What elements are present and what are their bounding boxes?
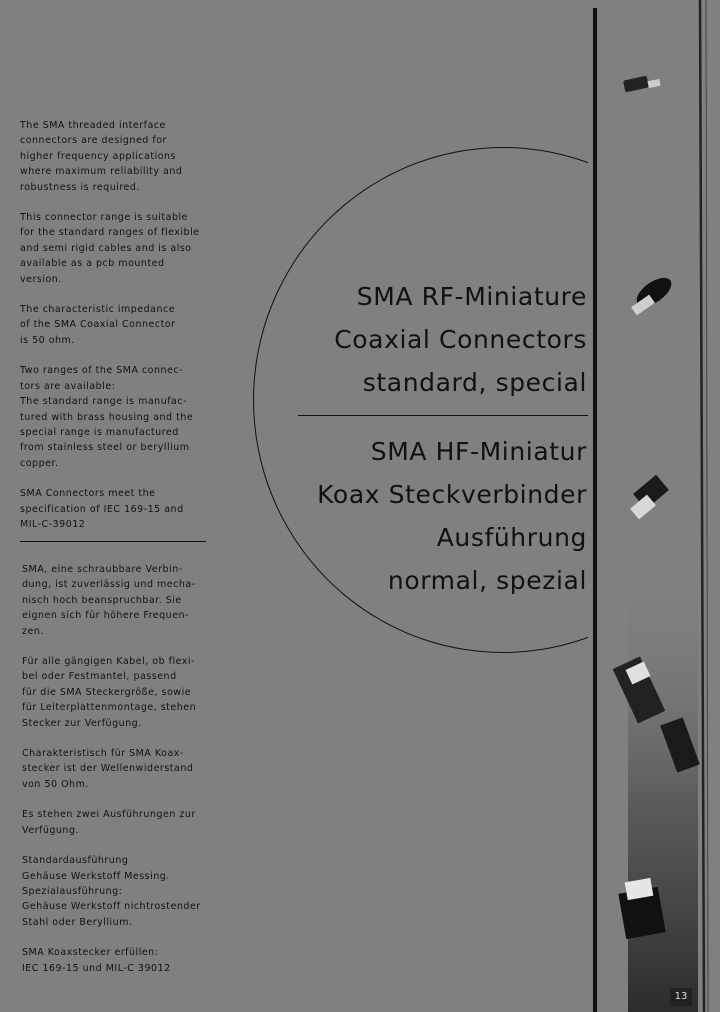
english-text-line: SMA Connectors meet the: [20, 488, 156, 500]
english-text-line: robustness is required.: [20, 181, 140, 193]
english-text-line: The SMA threaded interface: [20, 120, 166, 131]
english-text-line: is 50 ohm.: [20, 334, 75, 346]
german-text-line: eignen sich für höhere Frequen-: [22, 610, 189, 622]
german-text-line: für Leiterplattenmontage, stehen: [22, 702, 197, 714]
german-paragraph: [22, 746, 222, 792]
german-text-line: bel oder Festmantel, passend: [22, 671, 177, 683]
german-text-line: Gehäuse Werkstoff Messing.: [22, 870, 170, 882]
page-number: 13: [670, 988, 692, 1006]
english-text-line: available as a pcb mounted: [20, 258, 165, 270]
german-text-line: dung, ist zuverlässig und mecha-: [22, 579, 196, 591]
english-text-line: connectors are designed for: [20, 135, 167, 147]
german-paragraph: [22, 853, 222, 930]
english-paragraph: [20, 363, 220, 471]
title-en-line: standard, special: [362, 368, 587, 397]
title-de-line: Koax Steckverbinder: [317, 480, 587, 509]
german-text-line: für die SMA Steckergröße, sowie: [22, 686, 192, 698]
german-paragraph: [22, 807, 222, 838]
german-text-line: Charakteristisch für SMA Koax-: [22, 748, 184, 760]
english-text-line: specification of IEC 169-15 and: [20, 503, 184, 515]
german-text-line: Spezialausführung:: [22, 885, 123, 897]
german-text-line: Gehäuse Werkstoff nichtrostender: [22, 901, 201, 913]
english-description: [20, 118, 220, 547]
english-text-line: MIL-C-39012: [20, 518, 86, 530]
english-paragraph: [20, 302, 220, 348]
german-text-line: nisch hoch beanspruchbar. Sie: [22, 594, 182, 606]
german-title: [317, 430, 587, 602]
german-text-line: IEC 169-15 und MIL-C 39012: [22, 962, 171, 974]
title-de-line: Ausführung: [436, 523, 587, 552]
english-paragraph: [20, 210, 220, 287]
german-text-line: Es stehen zwei Ausführungen zur: [22, 809, 196, 821]
german-text-line: Verfügung.: [22, 824, 79, 836]
german-text-line: SMA, eine schraubbare Verbin-: [22, 564, 183, 575]
title-de-line: SMA HF-Miniatur: [370, 437, 587, 466]
english-text-line: The characteristic impedance: [20, 304, 176, 316]
english-text-line: from stainless steel or beryllium: [20, 442, 190, 454]
english-text-line: tured with brass housing and the: [20, 411, 194, 423]
english-text-line: This connector range is suitable: [20, 212, 188, 224]
english-title: [334, 275, 587, 404]
english-text-line: for the standard ranges of flexible: [20, 227, 200, 239]
german-text-line: von 50 Ohm.: [22, 778, 89, 790]
english-paragraph: [20, 118, 220, 195]
german-text-line: Stecker zur Verfügung.: [22, 717, 142, 729]
english-text-line: where maximum reliability and: [20, 166, 183, 178]
column-divider: [20, 541, 206, 542]
german-text-line: stecker ist der Wellenwiderstand: [22, 763, 194, 775]
german-paragraph: [22, 945, 222, 976]
english-text-line: version.: [20, 273, 62, 285]
title-de-line: normal, spezial: [387, 566, 587, 595]
english-text-line: copper.: [20, 457, 59, 469]
german-paragraph: [22, 654, 222, 731]
german-description: [22, 562, 222, 991]
german-text-line: Stahl oder Beryllium.: [22, 916, 133, 928]
english-text-line: and semi rigid cables and is also: [20, 242, 192, 254]
german-paragraph: [22, 562, 222, 639]
german-text-line: zen.: [22, 625, 44, 637]
english-text-line: The standard range is manufac-: [20, 396, 188, 408]
german-text-line: Standardausführung: [22, 855, 129, 867]
cable-shadow: [628, 560, 698, 1012]
german-text-line: SMA Koaxstecker erfüllen:: [22, 947, 159, 959]
english-text-line: higher frequency applications: [20, 150, 177, 162]
title-divider: [298, 415, 588, 416]
english-paragraph: [20, 486, 220, 532]
english-text-line: of the SMA Coaxial Connector: [20, 319, 176, 331]
english-text-line: special range is manufactured: [20, 426, 179, 438]
english-text-line: Two ranges of the SMA connec-: [20, 365, 184, 377]
title-en-line: SMA RF-Miniature: [356, 282, 587, 311]
connector-photo-strip: [588, 0, 720, 1012]
english-text-line: tors are available:: [20, 380, 116, 392]
german-text-line: Für alle gängigen Kabel, ob flexi-: [22, 656, 195, 668]
title-en-line: Coaxial Connectors: [334, 325, 587, 354]
